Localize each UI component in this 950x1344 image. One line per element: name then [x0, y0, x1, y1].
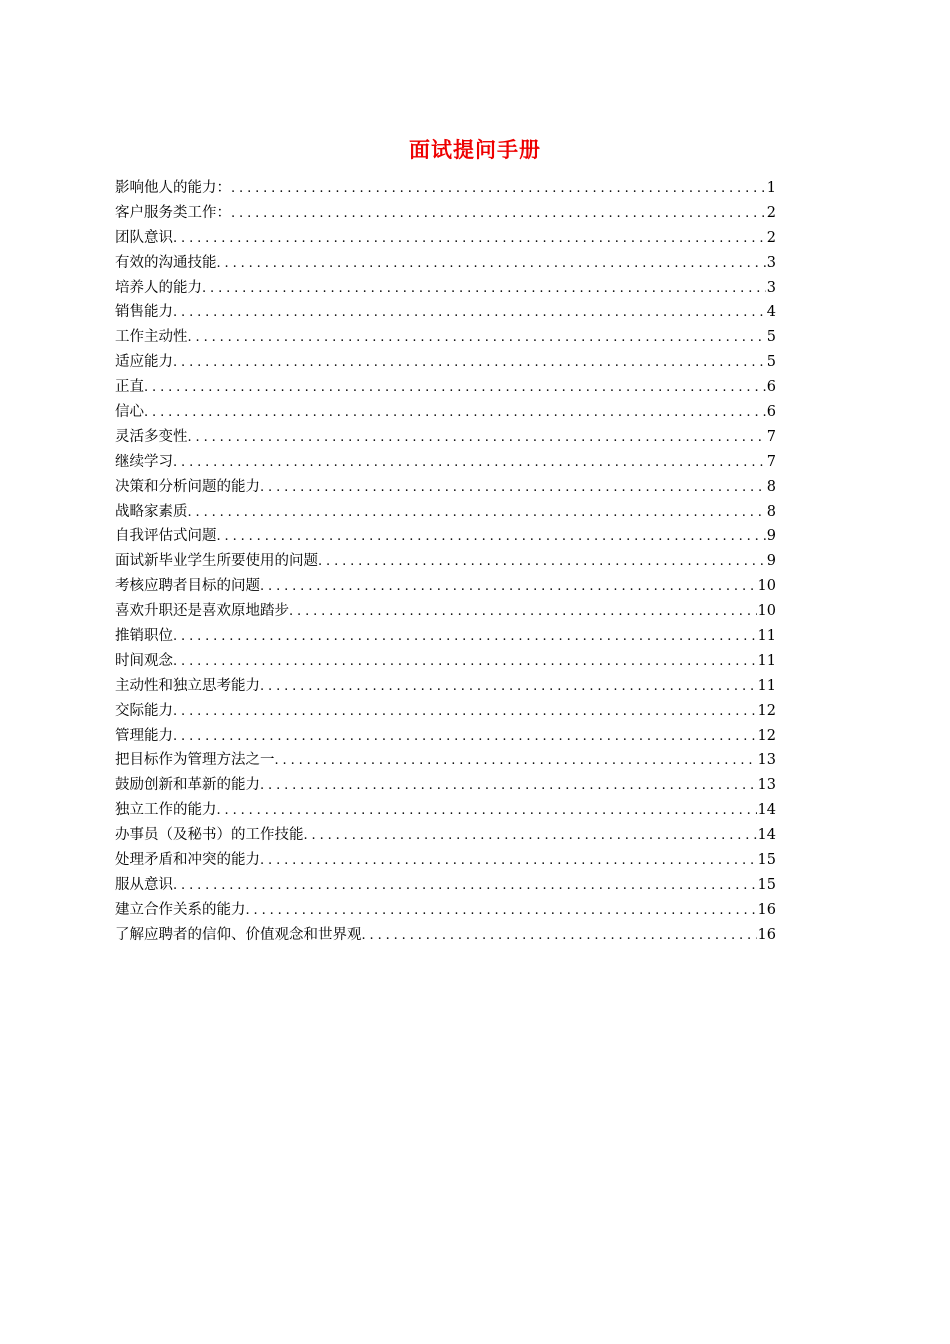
toc-dot-leader	[217, 525, 766, 549]
toc-entry-label: 主动性和独立思考能力	[115, 677, 260, 694]
toc-entry[interactable]	[115, 375, 776, 400]
toc-dot-leader	[173, 700, 757, 724]
toc-dot-leader	[246, 899, 757, 923]
toc-page-number: 3	[766, 279, 776, 296]
toc-entry-label: 有效的沟通技能	[115, 254, 217, 271]
toc-entry-label: 销售能力	[115, 304, 173, 321]
toc-entry[interactable]	[115, 524, 776, 549]
toc-dot-leader	[173, 625, 757, 649]
toc-entry-label: 建立合作关系的能力	[115, 901, 246, 918]
toc-entry[interactable]	[115, 724, 776, 749]
toc-entry[interactable]	[115, 350, 776, 375]
toc-entry[interactable]	[115, 649, 776, 674]
toc-page-number: 16	[757, 926, 776, 943]
toc-page-number: 1	[766, 180, 776, 196]
toc-entry[interactable]	[115, 276, 776, 301]
toc-dot-leader	[304, 824, 757, 848]
toc-page-number: 6	[766, 404, 776, 421]
toc-page-number: 4	[766, 304, 776, 321]
toc-entry-label: 工作主动性	[115, 329, 188, 346]
toc-dot-leader	[362, 924, 757, 948]
toc-dot-leader	[188, 501, 766, 525]
toc-entry-label: 办事员（及秘书）的工作技能	[115, 827, 304, 844]
toc-dot-leader	[173, 351, 766, 375]
toc-entry[interactable]	[115, 325, 776, 350]
toc-dot-leader	[173, 227, 766, 251]
toc-page-number: 6	[766, 379, 776, 396]
toc-page-number: 5	[766, 329, 776, 346]
document-title: 面试提问手册	[409, 138, 541, 162]
toc-dot-leader	[173, 874, 757, 898]
toc-page-number: 8	[766, 478, 776, 495]
toc-entry-label: 面试新毕业学生所要使用的问题	[115, 553, 318, 570]
toc-entry-label: 培养人的能力	[115, 279, 202, 296]
toc-dot-leader	[318, 550, 766, 574]
toc-entry-label: 灵活多变性	[115, 428, 188, 445]
toc-page-number: 15	[757, 876, 776, 893]
toc-page-number: 13	[757, 752, 776, 769]
toc-entry-label: 管理能力	[115, 727, 173, 744]
toc-entry[interactable]	[115, 475, 776, 500]
toc-entry-label: 把目标作为管理方法之一	[115, 752, 275, 769]
toc-page-number: 8	[766, 503, 776, 520]
toc-page-number: 12	[757, 702, 776, 719]
toc-page-number: 7	[766, 428, 776, 445]
toc-dot-leader	[260, 476, 766, 500]
toc-entry-label: 时间观念	[115, 652, 173, 669]
toc-page-number: 14	[757, 802, 776, 819]
toc-page-number: 2	[766, 229, 776, 246]
toc-entry[interactable]	[115, 574, 776, 599]
toc-entry-label: 战略家素质	[115, 503, 188, 520]
toc-entry-label: 信心	[115, 404, 144, 421]
toc-entry-label: 独立工作的能力	[115, 802, 217, 819]
toc-page-number: 16	[757, 901, 776, 918]
toc-entry-label: 客户服务类工作：	[115, 204, 231, 221]
toc-entry[interactable]	[115, 425, 776, 450]
toc-dot-leader	[260, 849, 757, 873]
toc-entry[interactable]	[115, 848, 776, 873]
toc-page-number: 9	[766, 528, 776, 545]
toc-page-number: 9	[766, 553, 776, 570]
toc-entry[interactable]	[115, 500, 776, 525]
toc-entry[interactable]	[115, 748, 776, 773]
toc-entry[interactable]	[115, 400, 776, 425]
toc-entry-label: 影响他人的能力：	[115, 180, 231, 196]
toc-dot-leader	[173, 301, 766, 325]
toc-page-number: 11	[757, 628, 776, 645]
toc-entry[interactable]	[115, 549, 776, 574]
toc-entry-label: 决策和分析问题的能力	[115, 478, 260, 495]
toc-entry[interactable]	[115, 873, 776, 898]
toc-entry[interactable]	[115, 450, 776, 475]
toc-page-number: 11	[757, 652, 776, 669]
toc-page-number: 12	[757, 727, 776, 744]
toc-entry-label: 处理矛盾和冲突的能力	[115, 852, 260, 869]
toc-page-number: 11	[757, 677, 776, 694]
toc-entry-label: 继续学习	[115, 453, 173, 470]
toc-entry[interactable]	[115, 773, 776, 798]
toc-entry-label: 服从意识	[115, 876, 173, 893]
toc-entry[interactable]	[115, 599, 776, 624]
toc-entry[interactable]	[115, 898, 776, 923]
table-of-contents	[115, 176, 776, 948]
toc-page-number: 13	[757, 777, 776, 794]
toc-entry-label: 考核应聘者目标的问题	[115, 578, 260, 595]
toc-entry-label: 喜欢升职还是喜欢原地踏步	[115, 603, 289, 620]
toc-entry[interactable]	[115, 923, 776, 948]
toc-page-number: 3	[766, 254, 776, 271]
toc-dot-leader	[260, 675, 757, 699]
toc-entry-label: 正直	[115, 379, 144, 396]
toc-entry[interactable]	[115, 251, 776, 276]
toc-dot-leader	[188, 326, 766, 350]
toc-entry-label: 交际能力	[115, 702, 173, 719]
toc-entry-label: 推销职位	[115, 628, 173, 645]
toc-entry-label: 了解应聘者的信仰、价值观念和世界观	[115, 926, 362, 943]
toc-dot-leader	[173, 650, 757, 674]
toc-entry-label: 团队意识	[115, 229, 173, 246]
toc-dot-leader	[231, 177, 766, 201]
toc-entry[interactable]	[115, 300, 776, 325]
toc-dot-leader	[173, 451, 766, 475]
toc-entry[interactable]	[115, 674, 776, 699]
toc-dot-leader	[144, 376, 766, 400]
toc-dot-leader	[217, 799, 757, 823]
toc-dot-leader	[260, 575, 757, 599]
toc-entry[interactable]	[115, 176, 776, 201]
toc-page-number: 5	[766, 354, 776, 371]
toc-dot-leader	[144, 401, 766, 425]
toc-dot-leader	[260, 774, 757, 798]
toc-entry[interactable]	[115, 823, 776, 848]
toc-dot-leader	[202, 277, 766, 301]
toc-entry[interactable]	[115, 699, 776, 724]
toc-entry[interactable]	[115, 226, 776, 251]
toc-entry-label: 自我评估式问题	[115, 528, 217, 545]
toc-dot-leader	[217, 252, 766, 276]
toc-entry-label: 鼓励创新和革新的能力	[115, 777, 260, 794]
toc-page-number: 14	[757, 827, 776, 844]
toc-dot-leader	[289, 600, 757, 624]
toc-dot-leader	[275, 749, 757, 773]
toc-page-number: 15	[757, 852, 776, 869]
toc-page-number: 10	[757, 578, 776, 595]
toc-entry[interactable]	[115, 201, 776, 226]
toc-dot-leader	[188, 426, 766, 450]
toc-entry[interactable]	[115, 798, 776, 823]
toc-dot-leader	[173, 725, 757, 749]
toc-entry[interactable]	[115, 624, 776, 649]
toc-page-number: 10	[757, 603, 776, 620]
toc-dot-leader	[231, 202, 766, 226]
toc-entry-label: 适应能力	[115, 354, 173, 371]
toc-page-number: 7	[766, 453, 776, 470]
toc-page-number: 2	[766, 204, 776, 221]
